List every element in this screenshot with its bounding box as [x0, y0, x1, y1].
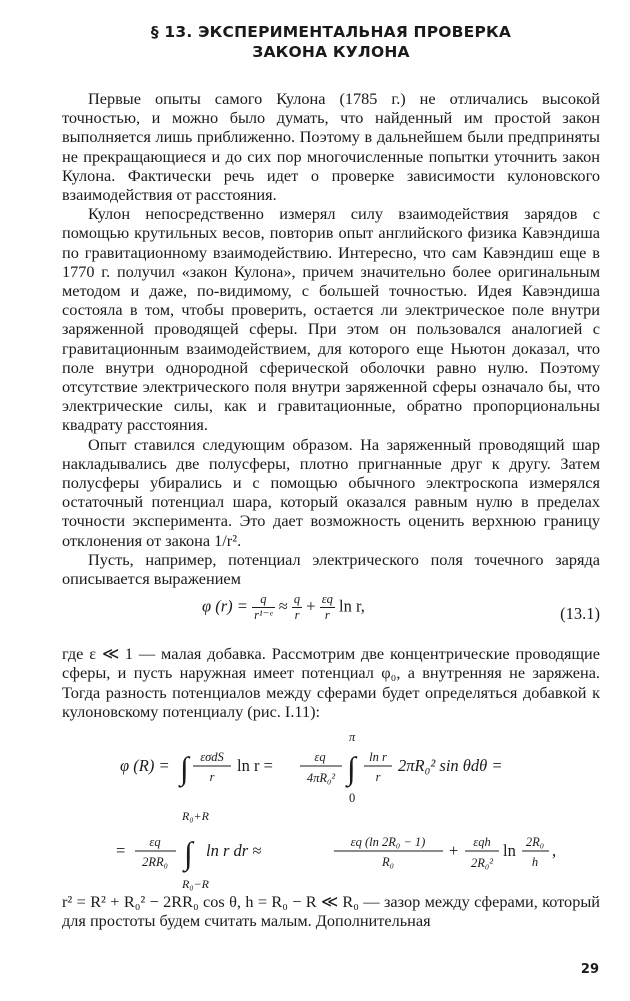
- eq3-frac3-num: εqh: [473, 835, 491, 850]
- eq2-lower-limit: 0: [349, 791, 356, 805]
- eq1-plus: +: [306, 596, 316, 616]
- section-title: [62, 22, 600, 62]
- eq2-frac1-num: εσdS: [200, 750, 224, 765]
- eq3-mid: ln r dr ≈: [206, 841, 262, 861]
- eq1-lhs: φ (r) =: [202, 596, 248, 616]
- eq1-frac1-num: q: [252, 592, 275, 608]
- equation-potential-integral: [62, 721, 600, 804]
- eq3-lower-limit: R₀−R: [182, 877, 209, 892]
- eq3-frac3-den: 2R₀²: [471, 856, 493, 871]
- eq2-mid: ln r =: [237, 756, 273, 776]
- eq2-integral: ∫: [180, 750, 189, 787]
- eq3-comma: ,: [552, 841, 557, 861]
- paragraph-2: Кулон непосредственно измерял силу взаимодействия зарядов с помощью крутильных весов, повторив опыт английского физика Кавэндиша по гравитационному взаимодействию. Интересно, что сам Кавэндиш еще в 1770 г. получил «закон Кулона», причем значительно более оригинальным методом и даже, по-видимому, с большей точностью. Идея Кавэндиша состояла в том, чтобы проверить, остается ли электрическое поле внутри заряженной проводящей сферы. При этом он пользовался аналогией с гравитационным взаимодействием, для которого еще Ньютон доказал, что поле внутри однородной сферической оболочки равно нулю. Поэтому отсутствие электрического поля внутри заряженной сферы означало бы, что электрические силы, как и гравитационные, обратно пропорциональны квадрату расстояния.: [62, 204, 600, 435]
- eq1-approx: ≈: [278, 596, 288, 616]
- eq2-frac3-den: r: [375, 770, 381, 785]
- eq3-plus: +: [449, 841, 459, 861]
- eq2-integral-2: ∫: [347, 750, 356, 787]
- eq3-frac2-num: εq (ln 2R₀ − 1): [350, 835, 426, 850]
- eq1-fraction-3: [320, 592, 335, 623]
- section-title-line-2: ЗАКОНА КУЛОНА: [252, 43, 410, 61]
- eq2-frac2-den: 4πR₀²: [306, 771, 336, 786]
- body-text: [62, 89, 600, 931]
- eq1-tail: ln r,: [339, 596, 365, 616]
- eq1-frac2-den: r: [294, 608, 300, 623]
- eq3-equals: =: [116, 841, 126, 861]
- eq3-frac4-den: h: [531, 855, 539, 870]
- paragraph-5: где ε ≪ 1 — малая добавка. Рассмотрим две концентрические проводящие сферы, и пусть наружная имеет потенциал φ₀, а внутренняя не заряжена. Тогда разность потенциалов между сферами будет определяться добавкой к кулоновскому потенциалу (рис. I.11):: [62, 644, 600, 721]
- eq3-frac4-num: 2R₀: [525, 835, 545, 850]
- equation-potential-result: [62, 804, 600, 892]
- eq2-tail: 2πR₀² sin θdθ =: [398, 756, 503, 776]
- eq1-frac1-den: r¹⁻ᵉ: [254, 608, 273, 623]
- paragraph-6: r² = R² + R₀² − 2RR₀ cos θ, h = R₀ − R ≪ R₀ — зазор между сферами, который для простоты будем считать малым. Дополнительная: [62, 892, 600, 931]
- eq1-frac2-num: q: [293, 592, 301, 607]
- equation-13-1: [62, 588, 600, 644]
- paragraph-1: Первые опыты самого Кулона (1785 г.) не отличались высокой точностью, и можно было думать, что найденный им простой закон выполняется лишь приближенно. Поэтому в дальнейшем были предприняты не прекращающиеся и до сих пор многочисленные попытки уточнить закон Кулона. Фактически речь идет о проверке зависимости кулоновского взаимодействия от расстояния.: [62, 89, 600, 205]
- eq2-upper-limit: π: [349, 730, 356, 745]
- eq3-frac1-num: εq: [149, 835, 161, 850]
- eq2-frac2-num: εq: [314, 750, 326, 765]
- eq3-integral: ∫: [184, 835, 193, 872]
- eq1-fraction-1: [252, 592, 275, 623]
- paragraph-3: Опыт ставился следующим образом. На заряженный проводящий шар накладывались две полусферы, плотно пригнанные друг к другу. Затем полусферы убирались и с помощью обычного электроскопа измерялся остаточный потенциал шара, который оказался равным нулю в пределах точности эксперимента. Это дает возможность оценить верхнюю границу отклонения от закона 1/r².: [62, 434, 600, 550]
- eq3-frac1-den: 2RR₀: [142, 855, 168, 870]
- eq2-frac3-num: ln r: [369, 750, 387, 765]
- eq3-ln: ln: [503, 841, 516, 861]
- eq1-fraction-2: [292, 592, 302, 623]
- equation-2-svg: [62, 721, 600, 804]
- eq1-frac3-den: r: [324, 608, 330, 623]
- paragraph-4: Пусть, например, потенциал электрического поля точечного заряда описывается выражением: [62, 549, 600, 589]
- eq1-frac3-num: εq: [321, 592, 333, 607]
- equation-number: (13.1): [560, 604, 600, 624]
- page: [62, 22, 600, 931]
- eq2-lhs: φ (R) =: [120, 756, 170, 776]
- equation-13-1-formula: [202, 592, 365, 623]
- eq3-upper-limit: R₀+R: [182, 809, 209, 824]
- page-number: 29: [580, 962, 599, 977]
- equation-3-svg: [62, 804, 600, 892]
- eq3-frac2-den: R₀: [382, 855, 394, 870]
- eq2-frac1-den: r: [209, 770, 215, 785]
- section-title-line-1: § 13. ЭКСПЕРИМЕНТАЛЬНАЯ ПРОВЕРКА: [150, 23, 512, 41]
